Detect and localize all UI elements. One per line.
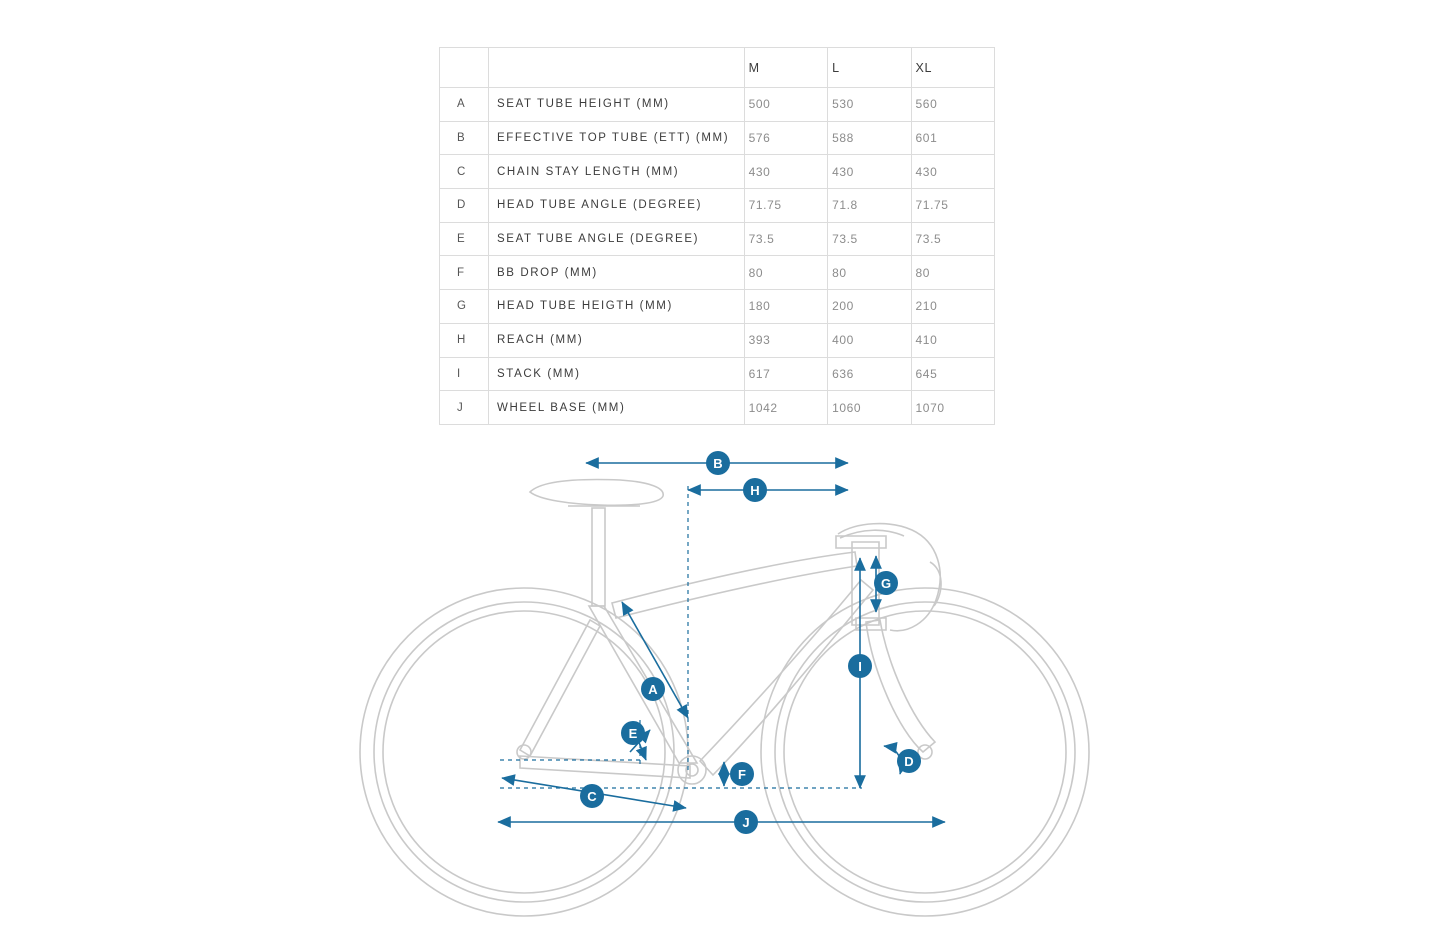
row-label: HEAD TUBE HEIGTH (MM) [489,290,745,324]
badge-b [706,451,730,475]
table-row [440,121,995,155]
badge-label-j: J [742,815,750,830]
badge-label-d: D [904,754,914,769]
geometry-table [439,47,995,425]
row-value-m: 500 [744,88,827,122]
header-size-m: M [744,48,827,88]
row-label: CHAIN STAY LENGTH (MM) [489,155,745,189]
row-value-l: 530 [828,88,911,122]
header-size-xl: XL [911,48,994,88]
seat-stay [520,620,600,756]
badge-d [897,749,921,773]
saddle [530,480,663,506]
geometry-table-container [439,47,995,425]
row-value-l: 80 [828,256,911,290]
header-blank-label [489,48,745,88]
badge-g [874,571,898,595]
row-value-xl: 210 [911,290,994,324]
row-key: F [440,256,489,290]
row-label: REACH (MM) [489,323,745,357]
table-header-row [440,48,995,88]
row-value-l: 400 [828,323,911,357]
row-value-xl: 73.5 [911,222,994,256]
row-value-xl: 560 [911,88,994,122]
row-value-xl: 645 [911,357,994,391]
row-value-m: 180 [744,290,827,324]
header-blank-key [440,48,489,88]
badge-a [641,677,665,701]
row-label: STACK (MM) [489,357,745,391]
row-value-l: 73.5 [828,222,911,256]
row-key: J [440,391,489,425]
table-row [440,155,995,189]
row-value-l: 200 [828,290,911,324]
table-row [440,222,995,256]
row-label: SEAT TUBE HEIGHT (MM) [489,88,745,122]
front-wheel-outer [761,588,1089,916]
row-key: C [440,155,489,189]
row-value-m: 71.75 [744,189,827,223]
row-label: WHEEL BASE (MM) [489,391,745,425]
front-wheel-rim [775,602,1075,902]
fork [866,620,935,752]
row-value-m: 617 [744,357,827,391]
table-row [440,357,995,391]
table-row [440,189,995,223]
bike-outline-illustration [360,480,1089,917]
row-label: HEAD TUBE ANGLE (DEGREE) [489,189,745,223]
badge-c [580,784,604,808]
row-value-xl: 80 [911,256,994,290]
row-value-m: 430 [744,155,827,189]
row-label: BB DROP (MM) [489,256,745,290]
badge-label-b: B [713,456,723,471]
badge-label-i: I [858,659,862,674]
badge-label-g: G [880,576,892,591]
row-key: D [440,189,489,223]
badge-e [621,721,645,745]
bottom-bracket [678,756,706,784]
row-value-m: 576 [744,121,827,155]
badge-label-e: E [628,726,638,741]
badge-j [734,810,758,834]
row-label: EFFECTIVE TOP TUBE (ETT) (MM) [489,121,745,155]
table-row [440,290,995,324]
front-wheel-rim-inner [784,611,1066,893]
row-key: B [440,121,489,155]
row-value-m: 393 [744,323,827,357]
badge-i [848,654,872,678]
table-row [440,88,995,122]
row-value-m: 80 [744,256,827,290]
handlebar-tops [840,530,904,538]
down-tube [700,580,873,775]
row-key: H [440,323,489,357]
table-row [440,391,995,425]
badge-label-c: C [587,789,597,804]
table-row [440,256,995,290]
row-value-m: 1042 [744,391,827,425]
row-value-xl: 430 [911,155,994,189]
row-key: A [440,88,489,122]
row-value-l: 1060 [828,391,911,425]
seat-post [592,508,605,606]
row-label: SEAT TUBE ANGLE (DEGREE) [489,222,745,256]
row-value-xl: 71.75 [911,189,994,223]
row-value-l: 588 [828,121,911,155]
row-value-xl: 1070 [911,391,994,425]
bike-geometry-diagram [0,430,1440,930]
header-size-l: L [828,48,911,88]
measurement-lines [498,463,945,822]
badge-label-f: F [738,767,746,782]
row-value-m: 73.5 [744,222,827,256]
row-key: E [440,222,489,256]
table-row [440,323,995,357]
badge-label-a: A [648,682,658,697]
row-key: G [440,290,489,324]
badge-h [743,478,767,502]
top-tube [612,552,857,618]
row-value-l: 71.8 [828,189,911,223]
badge-f [730,762,754,786]
row-value-xl: 410 [911,323,994,357]
row-key: I [440,357,489,391]
row-value-l: 430 [828,155,911,189]
row-value-xl: 601 [911,121,994,155]
row-value-l: 636 [828,357,911,391]
badge-label-h: H [750,483,760,498]
